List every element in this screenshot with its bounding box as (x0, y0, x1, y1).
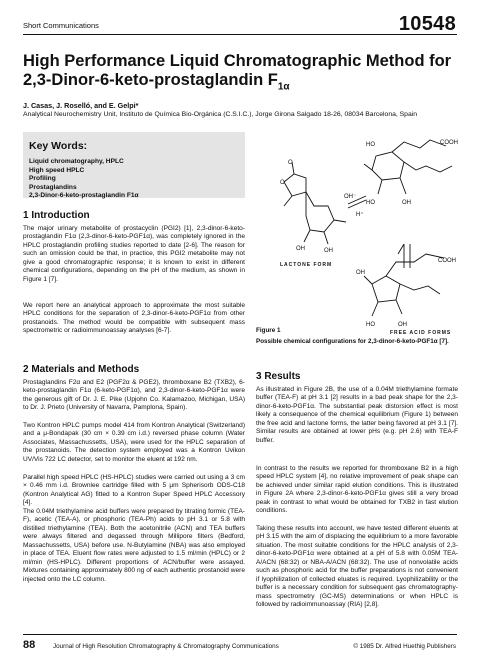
keywords-list (29, 158, 139, 201)
hydroxyl-label: OH (296, 246, 305, 252)
article-title (23, 52, 463, 96)
affiliation: Analytical Neurochemistry Unit, Instituto de Química Bio-Orgánica (C.S.I.C.), Jorge Girona Salgado 18-26, 08034 Barcelona, Spain (23, 111, 418, 118)
keywords-heading: Key Words: (29, 140, 88, 152)
hydroxide-label: OH⁻ (344, 194, 357, 200)
carboxyl-label: COOH (438, 258, 456, 264)
results-heading: 3 Results (256, 371, 301, 382)
free-acid-forms-label: FREE ACID FORMS (390, 330, 452, 334)
authors: J. Casas, J. Roselló, and E. Gelpi* (23, 101, 139, 110)
hydroxyl-label: HO (366, 200, 375, 206)
figure-caption-title: Figure 1 (256, 327, 281, 334)
keyword-item: Prostaglandins (29, 183, 77, 191)
page-number: 88 (23, 639, 36, 651)
results-paragraph-2: In contrast to the results we reported for thromboxane B2 in a high speed HPLC system [4], no relative improvement of peak shape can be achieved under similar rapid elution conditions. This is illustrated in Figure 2A where 2,3-dinor-6-keto-PGF1α gives still a very broad peak in contrast to what would be obtained for TXB2 in fast elution conditions. (256, 465, 458, 515)
hydroxyl-label: OH (398, 322, 407, 328)
title-main: High Performance Liquid Chromatographic Method for 2,3-Dinor-6-keto-prostaglandin F (23, 52, 452, 89)
title-subscript: 1α (277, 81, 290, 93)
results-paragraph-3: Taking these results into account, we have tested different eluents at pH 3.15 with the aim of displacing the equilibrium to a more favorable situation. The most suitable conditions for the HPLC analysis of 2,3-dinor-6-keto-PGF1α were obtained at a pH of 5.8 with 0.05M TEA-A/ACN (68:32) or NBA-A/ACN (68:32). The use of nonvolatile acids such as phosphoric acid for the buffer preparations is not convenient if lyophilization of collected eluates is required. Lyophilizability or the buffer is a necessary condition for subsequent gas chromatography-mass spectrometry (GC-MS) determinations or when HPLC is followed by radioimmunoassay (RIA) [2,8]. (256, 525, 458, 609)
keyword-item: High speed HPLC (29, 166, 85, 174)
keyword-item: Profiling (29, 175, 56, 183)
hydroxyl-label: OH (324, 248, 333, 254)
running-header-number: 10548 (398, 13, 456, 35)
footer-rule (23, 634, 457, 635)
keyword-item: Liquid chromatography, HPLC (29, 158, 124, 165)
oxygen-label: O (288, 160, 293, 166)
intro-paragraph-2: We report here an analytical approach to approximate the most suitable HPLC conditions for the separation of 2,3-dinor-6-keto-PGF1α from other prostanoids. The method would be compatible with subsequent mass spectrometric or radioimmunoassay analyses [6-7]. (23, 302, 245, 335)
intro-paragraph-1: The major urinary metabolite of prostacyclin (PGI2) [1], 2,3-dinor-6-keto-prostaglandin F1α (2,3-dinor-6-keto-PGF1α), was completely ignored in the HPLC prostaglandin profiling studies reported to date [2-6]. The reason for such an omission could be that, in practice, this PGI2 metabolite may not give a good chromatographic response; it is known to exist in different chemical configurations, depending on the pH of the medium, as shown in Figure 1 [7]. (23, 225, 245, 283)
journal-name: Journal of High Resolution Chromatography & Chromatography Communications (53, 643, 279, 650)
methods-paragraph-3: Parallel high speed HPLC (HS-HPLC) studies were carried out using a 3 cm × 0.46 mm i.d. Brownlee cartridge filled with 5 μm Spherisorb ODS-C18 (Kontron Analytical AG) fitted to a Kontron Super Speed HPLC Accessory [4]. (23, 474, 245, 507)
hydroxyl-label: OH (402, 200, 411, 206)
figure-1-structures (254, 134, 460, 334)
hydroxyl-label: HO (366, 322, 375, 328)
hydroxyl-label: HO (366, 142, 375, 148)
methods-paragraph-4: The 0.04M triethylamine acid buffers were prepared by titrating formic (TEA-F), acetic (TEA-A), or phosphoric (TEA-Ph) acids to pH 3.1 or 5.8 with distilled triethylamine (TEA). Both the acetonitrile (ACN) and TEA buffers were always filtered and degassed through Millipore filters (Bedford, Massachussetts, USA) before use. N-Butylamine (NBA) was also employed in place of TEA. Eluent flow rates were adjusted to 1.5 ml/min (HPLC) or 2 ml/min (HS-HPLC). Different proportions of ACN/buffer were assayed. Mixtures containing approximately 800 ng of each authentic prostanoid were injected onto the LC column. (23, 508, 245, 583)
hydroxyl-label: OH (356, 270, 365, 276)
copyright: © 1985 Dr. Alfred Huethig Publishers (353, 643, 456, 650)
lactone-form-label: LACTONE FORM (280, 262, 333, 268)
keyword-item: 2,3-Dinor-6-keto-prostaglandin F1α (29, 192, 139, 200)
intro-heading: 1 Introduction (23, 210, 90, 221)
running-header-section: Short Communications (23, 21, 99, 30)
header-rule (23, 34, 457, 35)
methods-paragraph-1: Prostaglandins F2α and E2 (PGF2α & PGE2), thromboxane B2 (TXB2), 6-keto-prostaglandin F1α (6-keto-PGF1α), and 2,3-dinor-6-keto-PGF1α were the generous gift of Dr. J. E. Pike (Upjohn Co. Kalamazoo, Michigan, USA) to Dr. J. Prieto (University of Navarra, Pamplona, Spain). (23, 379, 245, 412)
methods-paragraph-2: Two Kontron HPLC pumps model 414 from Kontron Analytical (Switzerland) and a μ-Bondapak (30 cm × 0.39 cm i.d.) reversed phase column (Water Associates, Massachussetts, USA), were used for the HPLC separation of the prostanoids. The detection system employed was a Kontron Uvikon UV/Vis 722 LC detector, set to monitor the eluent at 192 nm. (23, 422, 245, 463)
results-paragraph-1: As illustrated in Figure 2B, the use of a 0.04M triethylamine formate buffer (TEA-F) at pH 3.1 [2] results in a bad peak shape for the 2,3-dinor-6-keto-PGF1α. The substantial peak distorsion effect is most likely a consequence of the chemical equilibrium (Figure 1) between the free acid and lactone forms, the latter being favored at pH 3.1 [7]. Similar results are obtained at lower pHs (e.g. pH 2.6) with TEA-F buffer. (256, 386, 458, 444)
methods-heading: 2 Materials and Methods (23, 364, 140, 375)
carboxyl-label: COOH (440, 140, 458, 146)
figure-caption: Possible chemical configurations for 2,3-dinor-6-keto-PGF1α [7]. (256, 338, 449, 345)
oxygen-label: O (280, 180, 285, 186)
proton-label: H⁺ (356, 212, 364, 218)
